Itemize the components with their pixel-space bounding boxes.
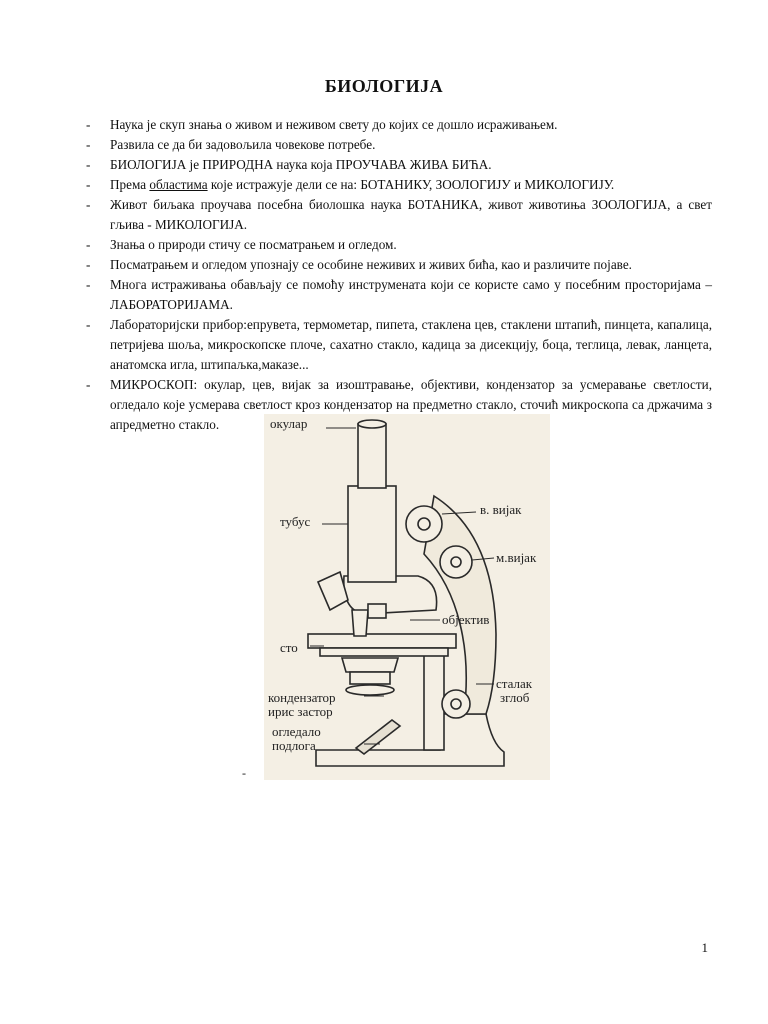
objective-center	[352, 610, 368, 636]
list-item	[86, 175, 712, 195]
list-item	[86, 135, 712, 155]
list-item	[86, 235, 712, 255]
label-iris: ирис застор	[268, 704, 333, 719]
bullet-dash: -	[86, 157, 91, 172]
label-tube: тубус	[280, 514, 311, 529]
bullet-text-pre: Према	[110, 177, 150, 192]
page-title: БИОЛОГИЈА	[324, 76, 444, 96]
pillar-shape	[424, 646, 444, 750]
microscope-figure	[264, 414, 550, 780]
list-item	[86, 275, 712, 315]
list-item	[86, 155, 712, 175]
label-mirror: огледало	[272, 724, 321, 739]
bullet-dash: -	[86, 317, 91, 332]
label-joint: зглоб	[500, 690, 530, 705]
label-condenser: кондензатор	[268, 690, 336, 705]
bullet-dash: -	[86, 197, 91, 212]
stage-shape	[308, 634, 456, 648]
list-item	[86, 315, 712, 375]
bullet-text: Живот биљака проучава посебна биолошка наука БОТАНИКА, живот животиња ЗООЛОГИЈА, а свет гљива - МИКОЛОГИЈА.	[110, 197, 712, 232]
list-item	[86, 115, 712, 135]
bullet-text-post: које истражује дели се на: БОТАНИКУ, ЗООЛОГИЈУ и МИКОЛОГИЈУ.	[207, 177, 615, 192]
label-coarse-screw: в. вијак	[480, 502, 522, 517]
bullet-text: Развила се да би задовољила човекове потребе.	[110, 137, 376, 152]
bullet-dash: -	[86, 257, 91, 272]
bullet-text: Знања о природи стичу се посматрањем и огледом.	[110, 237, 397, 252]
label-fine-screw: м.вијак	[496, 550, 537, 565]
label-ocular: окулар	[270, 416, 308, 431]
bullet-list	[86, 115, 712, 435]
microscope-illustration	[264, 414, 550, 780]
ocular-shape	[358, 424, 386, 488]
bullet-text: Многа истраживања обављају се помоћу инструмената који се користе само у посебним просторијама – ЛАБОРАТОРИЈАМА.	[110, 277, 712, 312]
bullet-dash: -	[86, 237, 91, 252]
tube-shape	[348, 486, 396, 582]
stray-dash: -	[242, 766, 246, 780]
bullet-dash: -	[86, 377, 91, 392]
bullet-text: БИОЛОГИЈА је ПРИРОДНА наука која ПРОУЧАВА ЖИВА БИЋА.	[110, 157, 492, 172]
bullet-text: Лабораторијски прибор:епрувета, термометар, пипета, стаклена цев, стаклени штапић, пинцета, капалица, петријева шоља, микроскопске плоче, сахатно стакло, кадица за дисекцију, боца, теглица, левак, ланцета, анатомска игла, штипаљка,маказе...	[110, 317, 712, 372]
bullet-text: Наука је скуп знања о живом и неживом свету до којих се дошло исраживањем.	[110, 117, 558, 132]
list-item	[86, 195, 712, 235]
bullet-dash: -	[86, 117, 91, 132]
list-item	[86, 255, 712, 275]
label-stage: сто	[280, 640, 298, 655]
page-number: 1	[701, 940, 708, 955]
underlined-link-text[interactable]: областима	[149, 177, 208, 192]
bullet-text: Посматрањем и огледом упознају се особине неживих и живих бића, као и различите појаве.	[110, 257, 632, 272]
bullet-text: МИКРОСКОП: окулар, цев, вијак за изоштравање, објективи, кондензатор за усмеравање светлости, огледало које усмерава светлост кроз кондензатор на предметно стакло, сточић микроскопа са држачима з апредметно стакло.	[110, 377, 712, 432]
bullet-dash: -	[86, 277, 91, 292]
label-objective: објектив	[442, 612, 490, 627]
base-shape	[316, 714, 504, 766]
bullet-dash: -	[86, 137, 91, 152]
label-base: подлога	[272, 738, 316, 753]
label-arm: сталак	[496, 676, 533, 691]
condenser-shape	[342, 658, 398, 672]
bullet-dash: -	[86, 177, 91, 192]
mirror-shape	[356, 720, 400, 754]
